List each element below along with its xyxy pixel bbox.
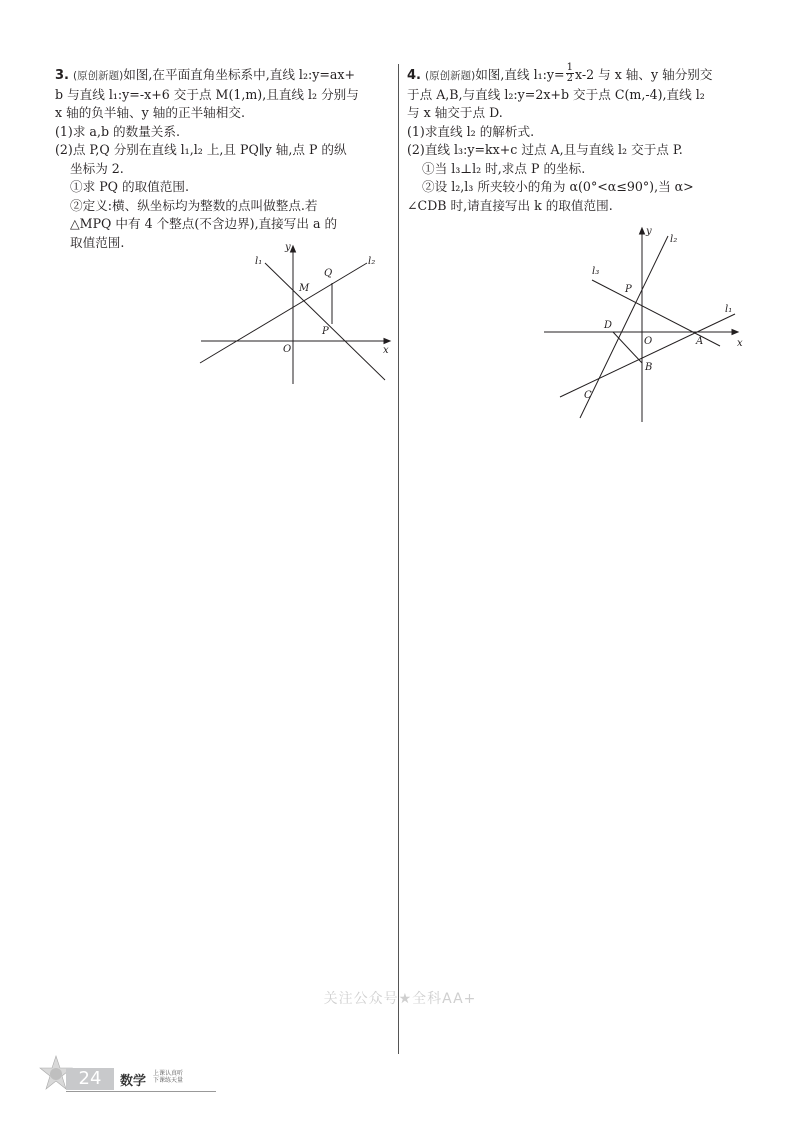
q4-label-P: P — [625, 284, 632, 295]
q4-stem — [407, 62, 747, 86]
q4-label-D: D — [604, 320, 613, 331]
q4-label-l3: l₃ — [592, 266, 600, 277]
q4-source-tag: (原创新题) — [425, 70, 476, 82]
q3-part-2-cont: 坐标为 2. — [70, 160, 124, 176]
q4-y-arrow — [640, 228, 645, 234]
q4-segment-DB — [613, 332, 642, 363]
q3-label-Q: Q — [324, 268, 333, 279]
q3-label-M: M — [299, 283, 310, 294]
q3-stem-line: x 轴的负半轴、y 轴的正半轴相交. — [55, 105, 245, 120]
q4-label-x: x — [737, 338, 743, 349]
q4-line-l2 — [580, 236, 668, 418]
page-footer — [38, 1054, 198, 1094]
q4-label-B: B — [645, 362, 653, 373]
q4-part-2: (2)直线 l₃:y=kx+c 过点 A,且与直线 l₂ 交于点 P. — [407, 142, 683, 157]
q3-number: 3. — [55, 68, 69, 83]
q3-label-l2: l₂ — [368, 256, 376, 267]
footer-rule — [66, 1091, 216, 1092]
column-divider — [398, 64, 399, 1054]
q4-stem-line: 与 x 轴交于点 D. — [407, 105, 503, 120]
q4-number: 4. — [407, 68, 421, 83]
q4-fraction — [566, 63, 574, 84]
q3-stem — [55, 66, 390, 86]
q3-sub-2-cont: △MPQ 中有 4 个整点(不含边界),直接写出 a 的 — [70, 216, 338, 231]
q4-label-y: y — [646, 226, 652, 237]
q4-sub-1: ①当 l₃⊥l₂ 时,求点 P 的坐标. — [422, 160, 586, 176]
q3-x-arrow — [384, 339, 390, 344]
question-3 — [55, 66, 390, 252]
q4-label-O: O — [644, 336, 653, 347]
q3-stem-line: 如图,在平面直角坐标系中,直线 l₂:y=ax+ — [123, 67, 356, 82]
q3-line-l1 — [265, 263, 385, 380]
q4-label-A: A — [696, 336, 704, 347]
q4-fraction-denominator: 2 — [566, 73, 573, 84]
footer-subject: 数学 — [120, 1074, 147, 1089]
page-number: 24 — [66, 1068, 114, 1090]
q3-label-l1: l₁ — [255, 256, 263, 267]
watermark: 关注公众号★全科AA+ — [323, 991, 477, 1007]
q4-sub-2-cont: ∠CDB 时,请直接写出 k 的取值范围. — [407, 197, 613, 213]
q4-label-C: C — [584, 390, 592, 401]
q3-figure — [195, 238, 400, 388]
q3-y-arrow — [291, 246, 296, 252]
q3-label-x: x — [383, 345, 389, 356]
q3-label-O: O — [283, 344, 292, 355]
q4-stem-text: 如图,直线 l₁:y= — [475, 67, 565, 82]
question-4 — [407, 62, 747, 215]
q4-label-l2: l₂ — [670, 234, 678, 245]
q4-label-l1: l₁ — [725, 304, 733, 315]
q3-label-P: P — [322, 326, 329, 337]
q4-stem-line: 于点 A,B,与直线 l₂:y=2x+b 交于点 C(m,-4),直线 l₂ — [407, 86, 705, 102]
q4-stem-text: x-2 与 x 轴、y 轴分别交 — [574, 67, 713, 82]
q3-stem-line: b 与直线 l₁:y=-x+6 交于点 M(1,m),且直线 l₂ 分别与 — [55, 86, 359, 102]
footer-slogan-line: 上课认真听 — [153, 1070, 184, 1077]
q3-label-y: y — [285, 242, 291, 253]
q4-sub-2: ②设 l₂,l₃ 所夹较小的角为 α(0°<α≤90°),当 α> — [422, 179, 694, 194]
footer-slogan — [153, 1070, 183, 1084]
q3-sub-2-cont: 取值范围. — [70, 234, 125, 250]
q3-part-1: (1)求 a,b 的数量关系. — [55, 123, 180, 139]
q4-part-1: (1)求直线 l₂ 的解析式. — [407, 123, 535, 139]
q4-line-l1 — [560, 314, 735, 397]
q4-figure — [540, 222, 750, 427]
q3-sub-1: ①求 PQ 的取值范围. — [70, 179, 189, 194]
q4-x-arrow — [732, 330, 738, 335]
q3-source-tag: (原创新题) — [73, 70, 124, 82]
footer-slogan-line: 下课练天量 — [153, 1077, 184, 1084]
q4-fraction-numerator: 1 — [566, 62, 573, 73]
q3-part-2: (2)点 P,Q 分别在直线 l₁,l₂ 上,且 PQ∥y 轴,点 P 的纵 — [55, 142, 347, 157]
q3-sub-2: ②定义:横、纵坐标均为整数的点叫做整点.若 — [70, 197, 318, 213]
